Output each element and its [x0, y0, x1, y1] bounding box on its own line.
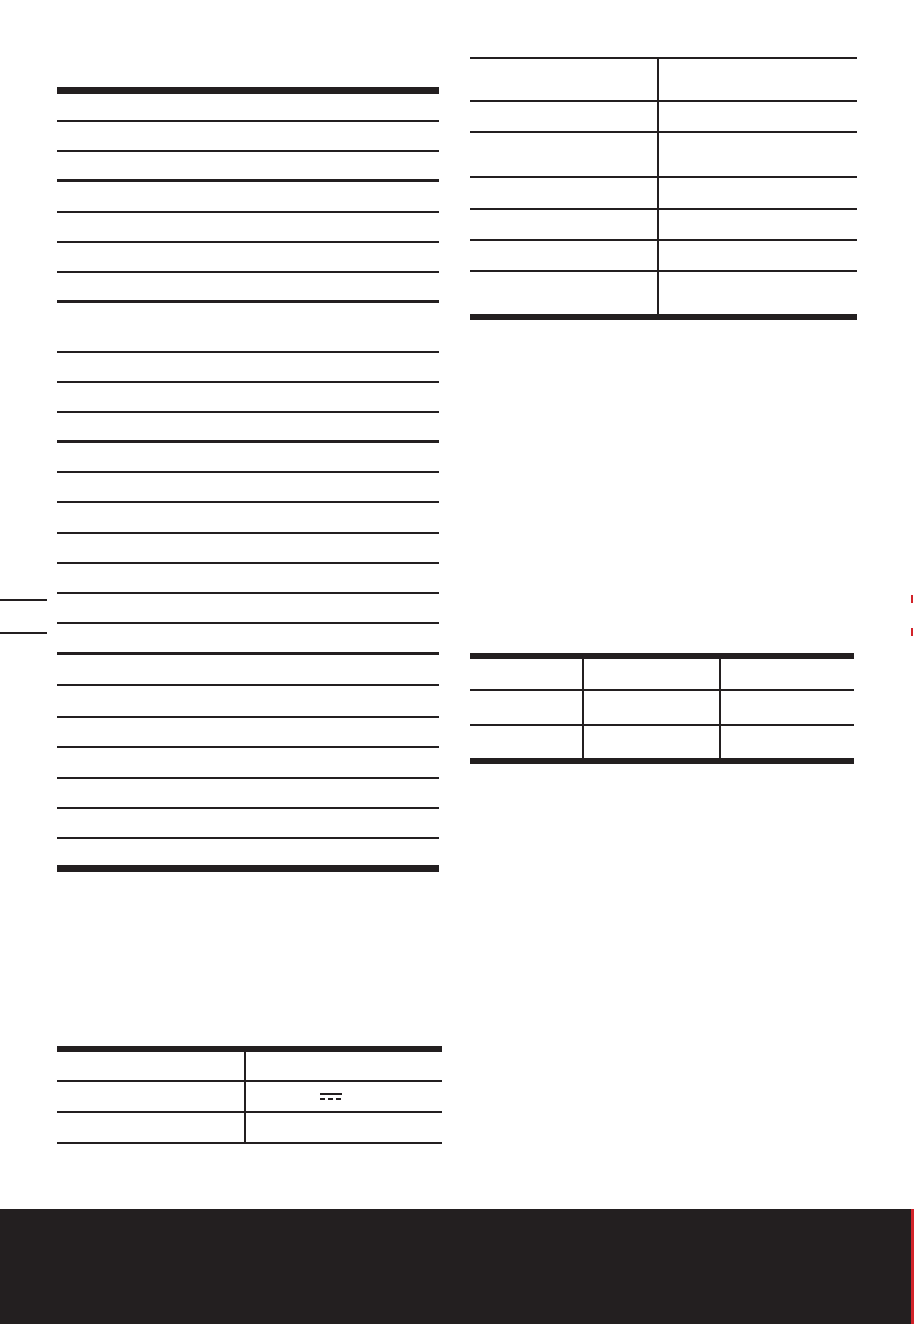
spec-table-row-divider [57, 351, 439, 353]
spec-table-row-divider [57, 120, 439, 122]
right-top-table-top-rule [470, 57, 857, 59]
spec-table-row-divider [57, 592, 439, 594]
right-mid-table-bottom-rule [470, 758, 854, 764]
right-top-table-row-divider [470, 176, 857, 178]
direct-current-icon [320, 1093, 342, 1101]
right-mid-table-top-rule [470, 653, 854, 659]
bottom-left-table-row-divider [57, 1080, 442, 1082]
spec-table-row-divider [57, 777, 439, 779]
footer-band [0, 1209, 912, 1324]
edge-marker [911, 595, 913, 603]
spec-table-row-divider [57, 271, 439, 273]
spec-table-row-divider [57, 241, 439, 243]
margin-marker [0, 632, 47, 634]
right-top-table-row-divider [470, 208, 857, 210]
bottom-left-table-top-rule [57, 1046, 442, 1052]
spec-table-group-divider [57, 179, 439, 182]
spec-table-row-divider [57, 381, 439, 383]
spec-table-row-divider [57, 746, 439, 748]
right-top-table-row-divider [470, 131, 857, 133]
right-mid-table-row-divider [470, 724, 854, 726]
bottom-left-table-column-divider [244, 1046, 246, 1144]
right-mid-table-column-divider [582, 653, 584, 760]
spec-table-row-divider [57, 684, 439, 686]
spec-table-row-divider [57, 411, 439, 413]
bottom-left-table-bottom-rule [57, 1142, 442, 1144]
right-top-table-row-divider [470, 239, 857, 241]
right-mid-table-row-divider [470, 689, 854, 691]
spec-table-row-divider [57, 471, 439, 473]
edge-marker [911, 628, 913, 636]
spec-table-row-divider [57, 716, 439, 718]
right-top-table-column-divider [657, 57, 659, 316]
spec-table-group-divider [57, 652, 439, 655]
spec-table-row-divider [57, 837, 439, 839]
spec-table-bottom-rule [57, 865, 439, 872]
right-top-table-row-divider [470, 100, 857, 102]
spec-table-row-divider [57, 622, 439, 624]
spec-table-row-divider [57, 807, 439, 809]
spec-table-row-divider [57, 562, 439, 564]
bottom-left-table-row-divider [57, 1111, 442, 1113]
spec-table-row-divider [57, 211, 439, 213]
spec-table-row-divider [57, 501, 439, 503]
margin-marker [0, 599, 47, 601]
spec-table-row-divider [57, 532, 439, 534]
spec-table-row-divider [57, 150, 439, 152]
spec-table-top-rule [57, 87, 439, 94]
spec-table-group-divider [57, 300, 439, 303]
right-top-table-bottom-rule [470, 314, 857, 320]
right-top-table-row-divider [470, 270, 857, 272]
right-mid-table-column-divider [719, 653, 721, 760]
spec-table-group-divider [57, 440, 439, 443]
